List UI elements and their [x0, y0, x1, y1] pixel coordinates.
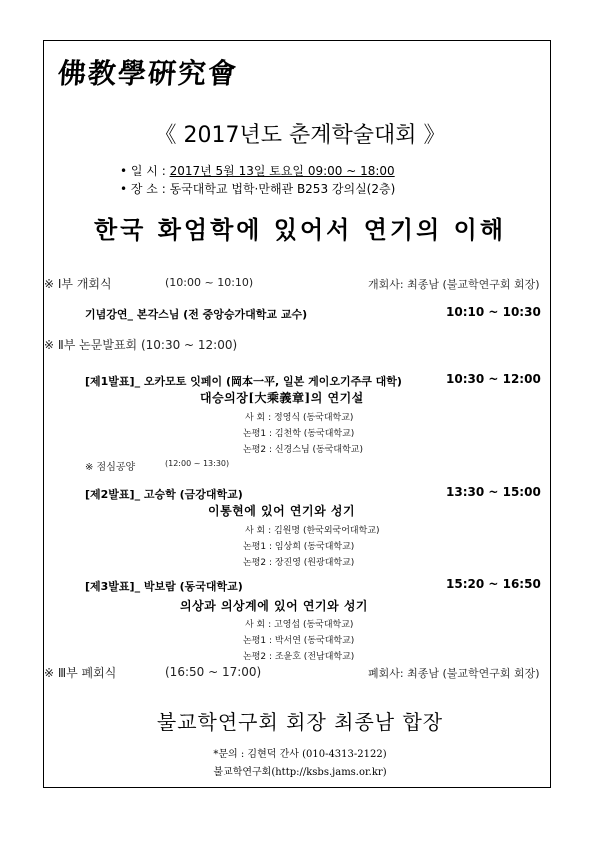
p1-disc1: 논평1 : 김천학 (동국대학교): [243, 429, 355, 439]
p1-presenter: [제1발표]_ 오카모토 잇페이 (岡本一平, 일본 게이오기주쿠 대학): [85, 375, 402, 388]
date-label: • 일 시 :: [120, 164, 170, 178]
place-label: • 장 소 :: [120, 182, 170, 196]
lunch-time: (12:00 ~ 13:30): [165, 459, 230, 468]
place-value: 동국대학교 법학·만해관 B253 강의실(2층): [169, 182, 396, 196]
p1-disc2: 논평2 : 신경스님 (동국대학교): [243, 445, 363, 455]
part3-host: 폐회사: 최종남 (불교학연구회 회장): [368, 667, 540, 680]
p3-presenter: [제3발표]_ 박보람 (동국대학교): [85, 580, 243, 593]
headline: 한국 화엄학에 있어서 연기의 이해: [94, 215, 506, 244]
p1-time: 10:30 ~ 12:00: [446, 372, 541, 386]
part3-time: (16:50 ~ 17:00): [165, 665, 262, 679]
info-date: [120, 162, 395, 179]
page-title: 《 2017년도 춘계학술대회 》: [154, 123, 446, 148]
closing-invite: 불교학연구회 회장 최종남 합장: [156, 710, 444, 734]
p3-disc1: 논평1 : 박서연 (동국대학교): [243, 636, 355, 646]
lunch-label: ※ 점심공양: [85, 462, 136, 473]
date-value: 2017년 5월 13일 토요일 09:00 ~ 18:00: [169, 164, 395, 178]
part2-label: ※ Ⅱ부 논문발표회 (10:30 ~ 12:00): [44, 338, 238, 352]
lecture-time: 10:10 ~ 10:30: [446, 305, 541, 319]
part1-host: 개회사: 최종남 (불교학연구회 회장): [368, 278, 540, 291]
part1-time: (10:00 ~ 10:10): [165, 276, 254, 289]
p1-title: 대승의장[大乘義章]의 연기설: [200, 391, 364, 405]
contact-info: *문의 : 김현덕 간사 (010-4313-2122): [213, 749, 387, 760]
p2-title: 이통현에 있어 연기와 성기: [208, 504, 356, 518]
lecture: 기념강연_ 본각스님 (전 중앙승가대학교 교수): [85, 308, 308, 321]
p3-title: 의상과 의상계에 있어 연기와 성기: [180, 599, 369, 613]
p3-disc2: 논평2 : 조윤호 (전남대학교): [243, 652, 355, 662]
society-logo: 佛教學硏究會: [56, 57, 240, 90]
p3-time: 15:20 ~ 16:50: [446, 577, 541, 591]
website-link[interactable]: 불교학연구회(http://ksbs.jams.or.kr): [213, 767, 387, 778]
part1-label: ※ Ⅰ부 개회식: [44, 277, 112, 291]
p1-chair: 사 회 : 정영식 (동국대학교): [245, 413, 354, 423]
info-place: [120, 180, 395, 197]
p2-presenter: [제2발표]_ 고승학 (금강대학교): [85, 488, 243, 501]
part3-label: ※ Ⅲ부 폐회식: [44, 666, 117, 680]
p2-disc2: 논평2 : 장진영 (원광대학교): [243, 558, 355, 568]
p2-disc1: 논평1 : 임상희 (동국대학교): [243, 542, 355, 552]
p3-chair: 사 회 : 고영섭 (동국대학교): [245, 620, 354, 630]
p2-chair: 사 회 : 김원명 (한국외국어대학교): [245, 526, 380, 536]
p2-time: 13:30 ~ 15:00: [446, 485, 541, 499]
